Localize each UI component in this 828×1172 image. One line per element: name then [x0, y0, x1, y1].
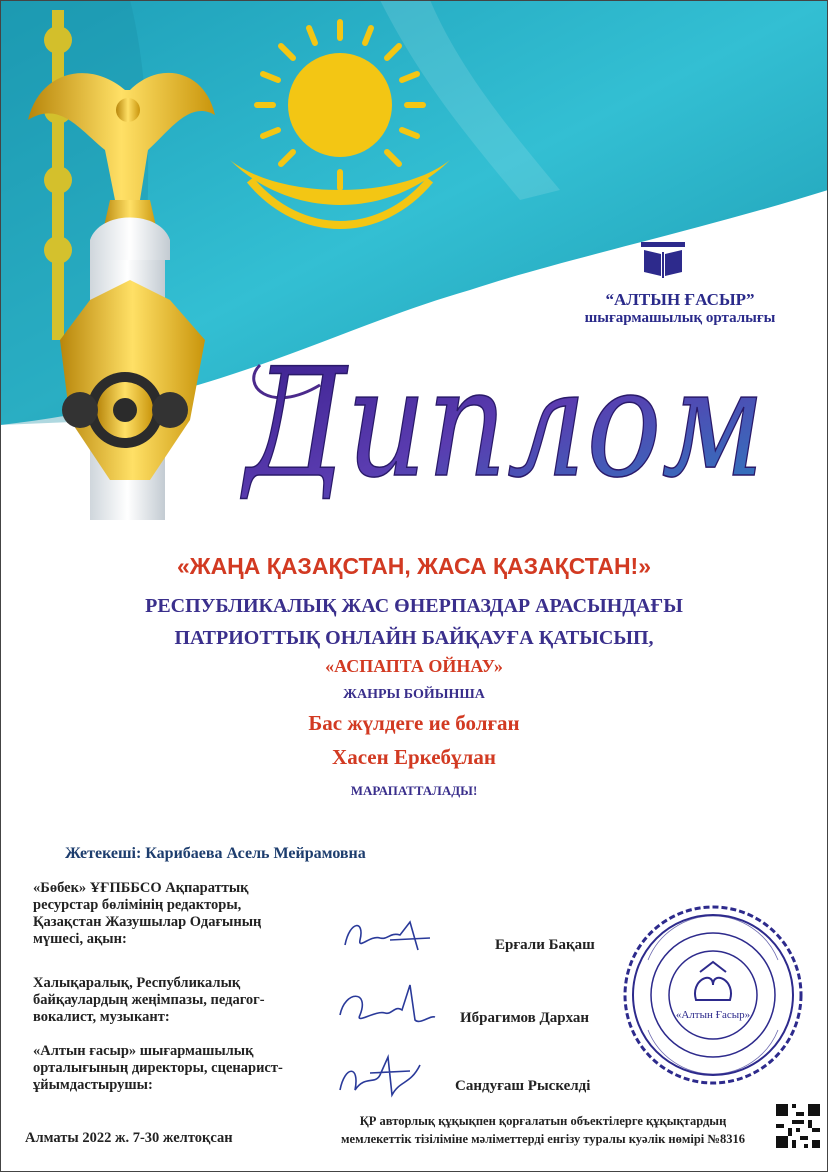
- contest-line-2: ПАТРИОТТЫҚ ОНЛАЙН БАЙҚАУҒА ҚАТЫСЫП,: [174, 627, 654, 649]
- signatory-role-3: «Алтын ғасыр» шығармашылық орталығының директоры, сценарист-ұйымдастырушы:: [33, 1043, 283, 1093]
- certificate-line-1: ҚР авторлық құқықпен қорғалатын объектілерге құқықтардың: [359, 1114, 727, 1128]
- seal-text: «Алтын Ғасыр»: [675, 1009, 751, 1021]
- award-place: Бас жүлдеге ие болған: [308, 711, 520, 735]
- supervisor: Жетекеші: Карибаева Асель Мейрамовна: [65, 845, 366, 862]
- contest-line-1: РЕСПУБЛИКАЛЫҚ ЖАС ӨНЕРПАЗДАР АРАСЫНДАҒЫ: [145, 595, 683, 617]
- recipient-name: Хасен Еркебұлан: [332, 745, 496, 769]
- signatory-name-1: Ерғали Бақаш: [495, 937, 595, 953]
- signatory-role-2: Халықаралық, Республикалық байқаулардың жеңімпазы, педагог-вокалист, музыкант:: [33, 975, 265, 1025]
- diploma-title-text: Диплом: [240, 337, 765, 511]
- signatory-name-3: Сандуғаш Рыскелді: [455, 1078, 591, 1094]
- signatory-name-2: Ибрагимов Дархан: [460, 1010, 590, 1026]
- contest-slogan: «ЖАҢА ҚАЗАҚСТАН, ЖАСА ҚАЗАҚСТАН!»: [176, 553, 651, 579]
- city-date: Алматы 2022 ж. 7-30 желтоқсан: [25, 1130, 233, 1146]
- awarded-text: МАРАПАТТАЛАДЫ!: [350, 783, 478, 798]
- signatory-role-1: «Бөбек» ҰҒПББСО Ақпараттық ресурстар бөлімінің редакторы, Қазақстан Жазушылар Одағының мүшесі, ақын:: [33, 880, 262, 947]
- organization-subtitle: шығармашылық орталығы: [584, 310, 776, 326]
- genre-name: «АСПАПТА ОЙНАУ»: [325, 656, 503, 676]
- organization-name: “АЛТЫН ҒАСЫР”: [605, 290, 755, 309]
- genre-suffix: ЖАНРЫ БОЙЫНША: [343, 687, 485, 702]
- certificate-line-2: мемлекеттік тізіліміне мәліметтерді енгізу туралы куәлік нөмірі №8316: [341, 1132, 745, 1146]
